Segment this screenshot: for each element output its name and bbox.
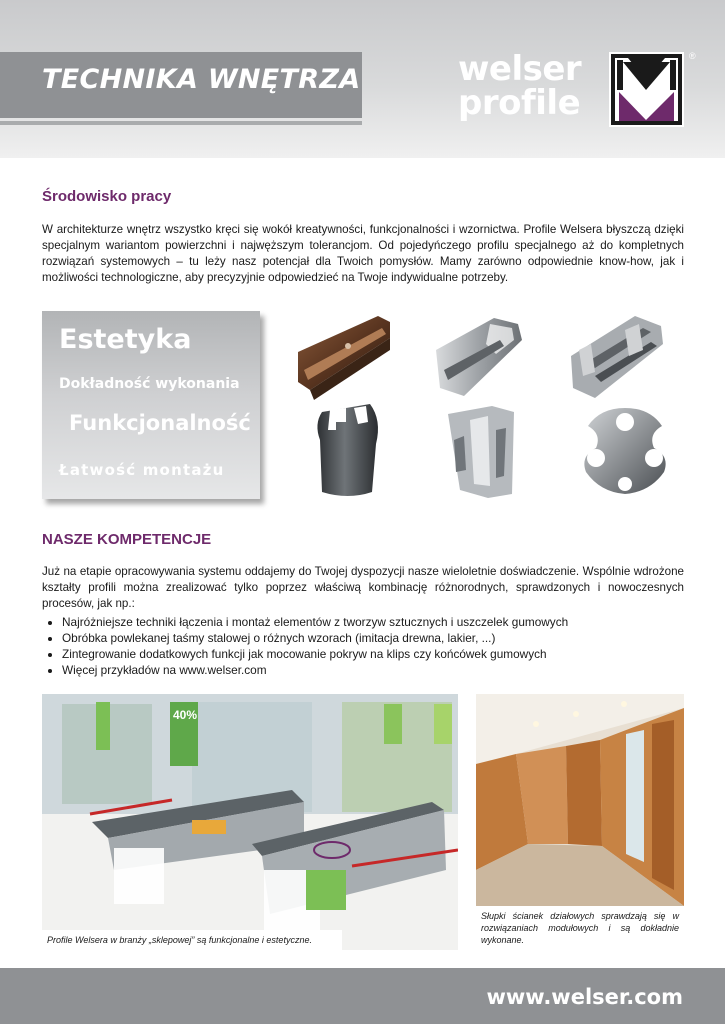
registered-mark: ®	[689, 51, 696, 61]
logo-line-2: profile	[458, 83, 581, 123]
section-heading-competences: NASZE KOMPETENCJE	[42, 531, 212, 548]
competences-list	[42, 614, 682, 678]
page-title: TECHNIKA WNĘTRZA	[42, 64, 361, 95]
multi-channel-profile-image	[565, 310, 675, 410]
store-checkout-photo	[42, 694, 458, 950]
feature-precision: Dokładność wykonania	[59, 376, 240, 392]
feature-functionality: Funkcjonalność	[69, 411, 251, 435]
list-item: • Najróżniejsze techniki łączenia i montaż elementów z tworzyw sztucznych i uszczelek gumowych	[62, 614, 682, 630]
section-heading-work-environment: Środowisko pracy	[42, 188, 172, 205]
footer-bar	[0, 968, 725, 1024]
list-item: • Obróbka powlekanej taśmy stalowej o różnych wzorach (imitacja drewna, lakier, ...)	[62, 630, 682, 646]
feature-easy-assembly: Łatwość montażu	[59, 461, 225, 479]
round-dark-profile-image	[300, 400, 410, 500]
corridor-photo-caption: Słupki ścianek działowych sprawdzają się w rozwiązaniach modułowych i są dokładnie wykonane.	[476, 906, 684, 950]
features-panel	[42, 311, 260, 499]
slotted-profile-image	[430, 400, 540, 500]
list-item: • Więcej przykładów na www.welser.com	[62, 662, 682, 678]
store-photo-caption: Profile Welsera w branży „sklepowej” są funkcjonalne i estetyczne.	[42, 930, 342, 950]
competences-paragraph: Już na etapie opracowywania systemu oddajemy do Twojej dyspozycji nasze wieloletnie doświadczenie. Wspólnie wdrożone kształty profili można zrealizować tylko poprzez właściwą kombinację różnorodnych, sprawdzonych i nowoczesnych procesów, jak np.:	[42, 565, 684, 610]
clover-profile-image	[570, 400, 680, 500]
store-sign-label: 40%	[173, 708, 198, 722]
corridor-photo	[476, 694, 684, 950]
welser-logo-text	[458, 49, 582, 123]
list-item: • Zintegrowanie dodatkowych funkcji jak mocowanie pokryw na klips czy końcówek gumowych	[62, 646, 682, 662]
welser-logo-mark-icon	[609, 52, 684, 127]
intro-paragraph: W architekturze wnętrz wszystko kręci się wokół kreatywności, funkcjonalności i wzornictwa. Profile Welsera błyszczą dzięki specjalnym wariantom powierzchni i najwęższym tolerancjom. Od pojedyńczego profilu specjalnego aż do kompletnych rozwiązań systemowych – tu leży nasz potencjał dla Twoich pomysłów. Mamy zarówno odpowiednie know-how, jak i możliwości technologiczne, aby precyzyjnie odpowiedzieć na Twoje indywidualne potrzeby.	[42, 223, 684, 284]
title-underline	[0, 121, 362, 125]
silver-profile-image	[430, 310, 540, 410]
feature-aesthetics: Estetyka	[59, 324, 192, 355]
brown-profile-image	[290, 310, 400, 410]
website-link[interactable]: www.welser.com	[486, 985, 683, 1009]
logo-line-1: welser	[458, 49, 582, 89]
